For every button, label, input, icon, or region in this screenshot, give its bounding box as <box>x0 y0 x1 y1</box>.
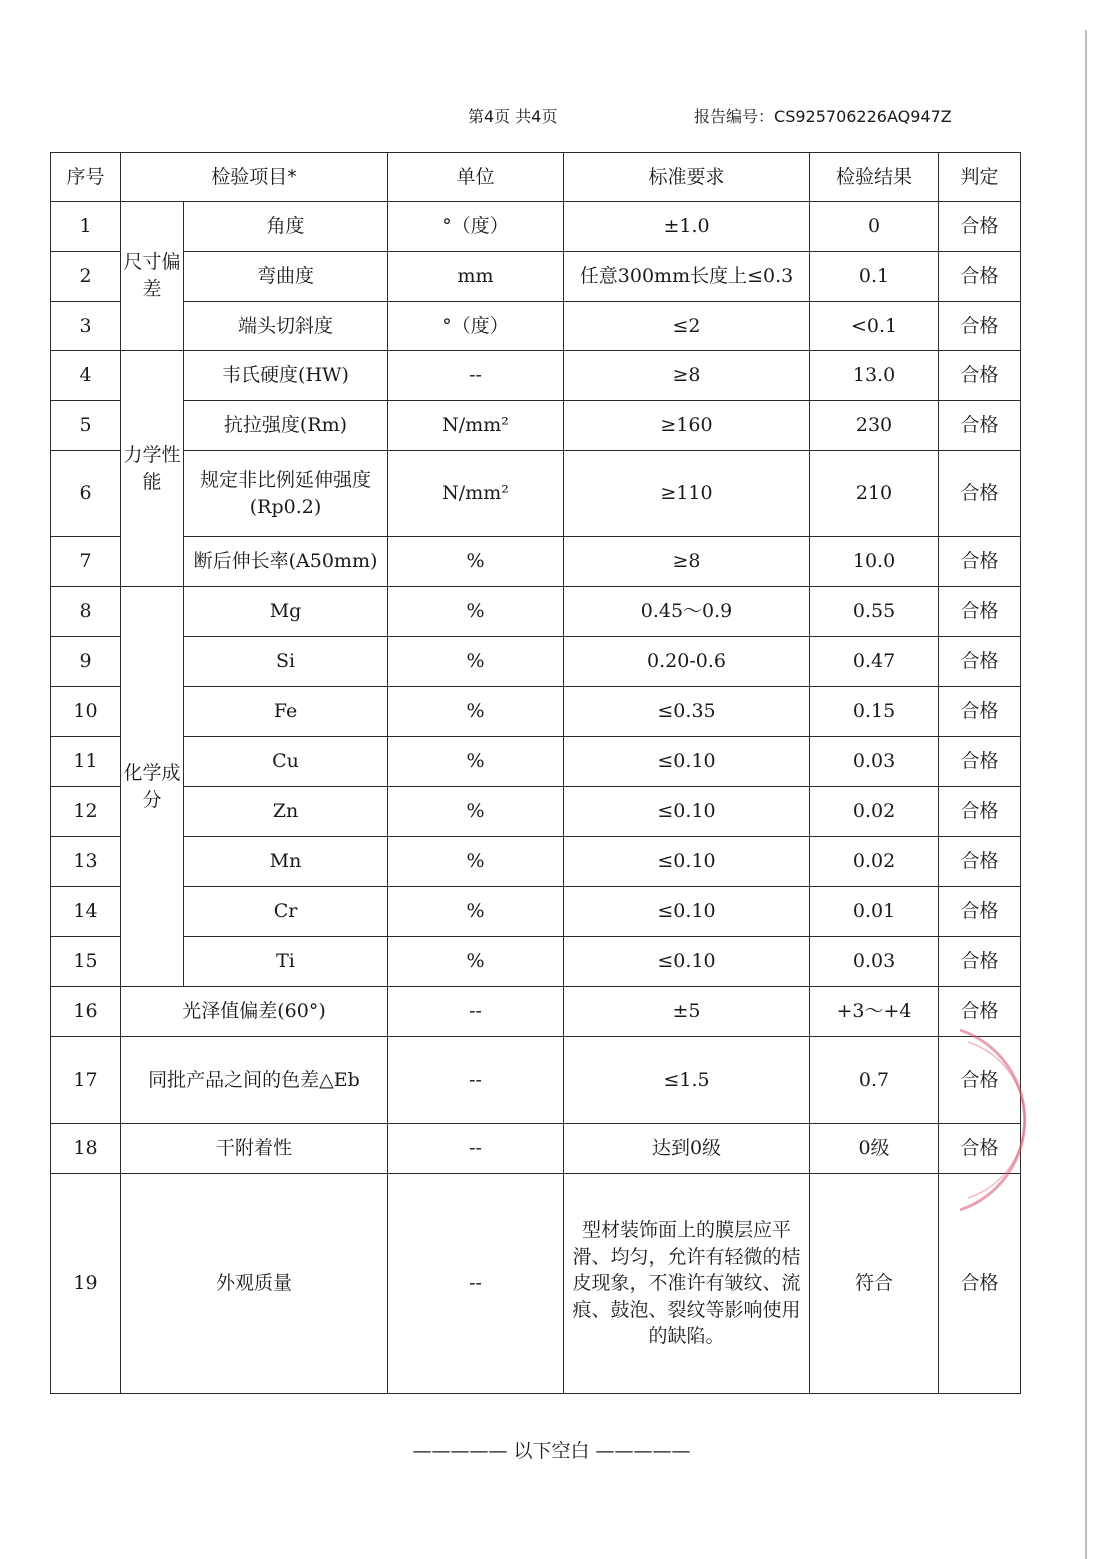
table-row <box>51 937 1021 987</box>
unit-cell: % <box>388 587 564 637</box>
item-name: 角度 <box>184 202 388 252</box>
unit-cell: -- <box>388 1037 564 1124</box>
row-number: 13 <box>51 837 121 887</box>
table-row <box>51 252 1021 302</box>
unit-cell: % <box>388 937 564 987</box>
result-cell: 0.7 <box>810 1037 939 1124</box>
verdict-cell: 合格 <box>939 587 1021 637</box>
row-number: 10 <box>51 687 121 737</box>
row-number: 14 <box>51 887 121 937</box>
item-name: 干附着性 <box>121 1124 388 1174</box>
row-number: 4 <box>51 351 121 401</box>
row-number: 7 <box>51 537 121 587</box>
item-name: 抗拉强度(Rm) <box>184 401 388 451</box>
unit-cell: -- <box>388 1174 564 1394</box>
result-cell: 0.55 <box>810 587 939 637</box>
unit-cell: N/mm² <box>388 451 564 537</box>
table-row <box>51 537 1021 587</box>
table-header-row <box>51 153 1021 202</box>
table-row <box>51 787 1021 837</box>
verdict-cell: 合格 <box>939 401 1021 451</box>
result-cell: <0.1 <box>810 302 939 351</box>
item-name: 同批产品之间的色差△Eb <box>121 1037 388 1124</box>
verdict-cell: 合格 <box>939 887 1021 937</box>
item-name: Si <box>184 637 388 687</box>
col-header-no: 序号 <box>51 153 121 202</box>
result-cell: 10.0 <box>810 537 939 587</box>
verdict-cell: 合格 <box>939 937 1021 987</box>
table-row <box>51 637 1021 687</box>
unit-cell: % <box>388 637 564 687</box>
table-row <box>51 887 1021 937</box>
item-name: 端头切斜度 <box>184 302 388 351</box>
report-number-label: 报告编号： <box>694 107 775 126</box>
table-row <box>51 1174 1021 1394</box>
verdict-cell: 合格 <box>939 987 1021 1037</box>
result-cell: 0.47 <box>810 637 939 687</box>
page-info: 第4页 共4页 <box>468 107 558 126</box>
table-row <box>51 1037 1021 1124</box>
row-number: 8 <box>51 587 121 637</box>
result-cell: 0.03 <box>810 937 939 987</box>
requirement-cell: ≥8 <box>564 537 810 587</box>
result-cell: 0.1 <box>810 252 939 302</box>
report-number <box>694 104 952 127</box>
table-row <box>51 687 1021 737</box>
row-number: 17 <box>51 1037 121 1124</box>
verdict-cell: 合格 <box>939 252 1021 302</box>
table-row <box>51 202 1021 252</box>
item-name: 断后伸长率(A50mm) <box>184 537 388 587</box>
row-number: 3 <box>51 302 121 351</box>
result-cell: 0.15 <box>810 687 939 737</box>
col-header-item: 检验项目* <box>121 153 388 202</box>
row-number: 5 <box>51 401 121 451</box>
row-number: 1 <box>51 202 121 252</box>
row-number: 19 <box>51 1174 121 1394</box>
requirement-cell: ≤0.10 <box>564 937 810 987</box>
verdict-cell: 合格 <box>939 687 1021 737</box>
row-number: 18 <box>51 1124 121 1174</box>
result-cell: 210 <box>810 451 939 537</box>
requirement-cell: ≥8 <box>564 351 810 401</box>
item-name: Cu <box>184 737 388 787</box>
requirement-cell: ±5 <box>564 987 810 1037</box>
row-number: 15 <box>51 937 121 987</box>
row-number: 11 <box>51 737 121 787</box>
row-number: 2 <box>51 252 121 302</box>
item-name: 规定非比例延伸强度(Rp0.2) <box>184 451 388 537</box>
result-cell: 13.0 <box>810 351 939 401</box>
item-name: 光泽值偏差(60°) <box>121 987 388 1037</box>
requirement-cell: 0.45～0.9 <box>564 587 810 637</box>
page-header <box>0 100 1103 130</box>
verdict-cell: 合格 <box>939 451 1021 537</box>
scan-edge-line <box>1085 30 1087 1559</box>
col-header-result: 检验结果 <box>810 153 939 202</box>
result-cell: 0级 <box>810 1124 939 1174</box>
requirement-cell: ≤0.10 <box>564 737 810 787</box>
requirement-cell: 达到0级 <box>564 1124 810 1174</box>
item-name: Mn <box>184 837 388 887</box>
requirement-cell: 型材装饰面上的膜层应平滑、均匀，允许有轻微的桔皮现象，不准许有皱纹、流痕、鼓泡、裂纹等影响使用的缺陷。 <box>564 1174 810 1394</box>
item-name: 韦氏硬度(HW) <box>184 351 388 401</box>
verdict-cell: 合格 <box>939 1174 1021 1394</box>
verdict-cell: 合格 <box>939 1037 1021 1124</box>
verdict-cell: 合格 <box>939 837 1021 887</box>
group-label-mechanical: 力学性能 <box>121 351 184 587</box>
col-header-unit: 单位 <box>388 153 564 202</box>
requirement-cell: ≤2 <box>564 302 810 351</box>
requirement-cell: ≤1.5 <box>564 1037 810 1124</box>
requirement-cell: 0.20-0.6 <box>564 637 810 687</box>
table-row <box>51 401 1021 451</box>
requirement-cell: ≥160 <box>564 401 810 451</box>
inspection-table <box>50 152 1021 1394</box>
result-cell: 0.01 <box>810 887 939 937</box>
requirement-cell: 任意300mm长度上≤0.3 <box>564 252 810 302</box>
table-row <box>51 302 1021 351</box>
result-cell: 0.02 <box>810 787 939 837</box>
item-name: 弯曲度 <box>184 252 388 302</box>
unit-cell: % <box>388 737 564 787</box>
unit-cell: % <box>388 837 564 887</box>
row-number: 12 <box>51 787 121 837</box>
row-number: 6 <box>51 451 121 537</box>
unit-cell: °（度） <box>388 202 564 252</box>
group-label-dimension: 尺寸偏差 <box>121 202 184 351</box>
item-name: 外观质量 <box>121 1174 388 1394</box>
unit-cell: % <box>388 887 564 937</box>
result-cell: 0 <box>810 202 939 252</box>
col-header-verdict: 判定 <box>939 153 1021 202</box>
unit-cell: % <box>388 687 564 737</box>
unit-cell: -- <box>388 351 564 401</box>
result-cell: 符合 <box>810 1174 939 1394</box>
result-cell: +3～+4 <box>810 987 939 1037</box>
col-header-requirement: 标准要求 <box>564 153 810 202</box>
table-row <box>51 987 1021 1037</box>
requirement-cell: ≥110 <box>564 451 810 537</box>
unit-cell: -- <box>388 987 564 1037</box>
item-name: Mg <box>184 587 388 637</box>
unit-cell: N/mm² <box>388 401 564 451</box>
verdict-cell: 合格 <box>939 202 1021 252</box>
item-name: Fe <box>184 687 388 737</box>
table-row <box>51 351 1021 401</box>
report-number-value: CS925706226AQ947Z <box>774 107 952 126</box>
verdict-cell: 合格 <box>939 737 1021 787</box>
group-label-chemical: 化学成分 <box>121 587 184 987</box>
verdict-cell: 合格 <box>939 537 1021 587</box>
result-cell: 0.03 <box>810 737 939 787</box>
unit-cell: % <box>388 537 564 587</box>
table-row <box>51 837 1021 887</box>
row-number: 16 <box>51 987 121 1037</box>
row-number: 9 <box>51 637 121 687</box>
verdict-cell: 合格 <box>939 637 1021 687</box>
table-row <box>51 587 1021 637</box>
requirement-cell: ≤0.35 <box>564 687 810 737</box>
item-name: Ti <box>184 937 388 987</box>
table-row <box>51 1124 1021 1174</box>
unit-cell: mm <box>388 252 564 302</box>
result-cell: 0.02 <box>810 837 939 887</box>
verdict-cell: 合格 <box>939 351 1021 401</box>
table-row <box>51 737 1021 787</box>
verdict-cell: 合格 <box>939 1124 1021 1174</box>
unit-cell: % <box>388 787 564 837</box>
verdict-cell: 合格 <box>939 302 1021 351</box>
requirement-cell: ≤0.10 <box>564 787 810 837</box>
unit-cell: -- <box>388 1124 564 1174</box>
item-name: Zn <box>184 787 388 837</box>
result-cell: 230 <box>810 401 939 451</box>
table-row <box>51 451 1021 537</box>
end-of-report-mark: ————— 以下空白 ————— <box>412 1440 691 1462</box>
verdict-cell: 合格 <box>939 787 1021 837</box>
requirement-cell: ≤0.10 <box>564 887 810 937</box>
requirement-cell: ≤0.10 <box>564 837 810 887</box>
item-name: Cr <box>184 887 388 937</box>
unit-cell: °（度） <box>388 302 564 351</box>
requirement-cell: ±1.0 <box>564 202 810 252</box>
